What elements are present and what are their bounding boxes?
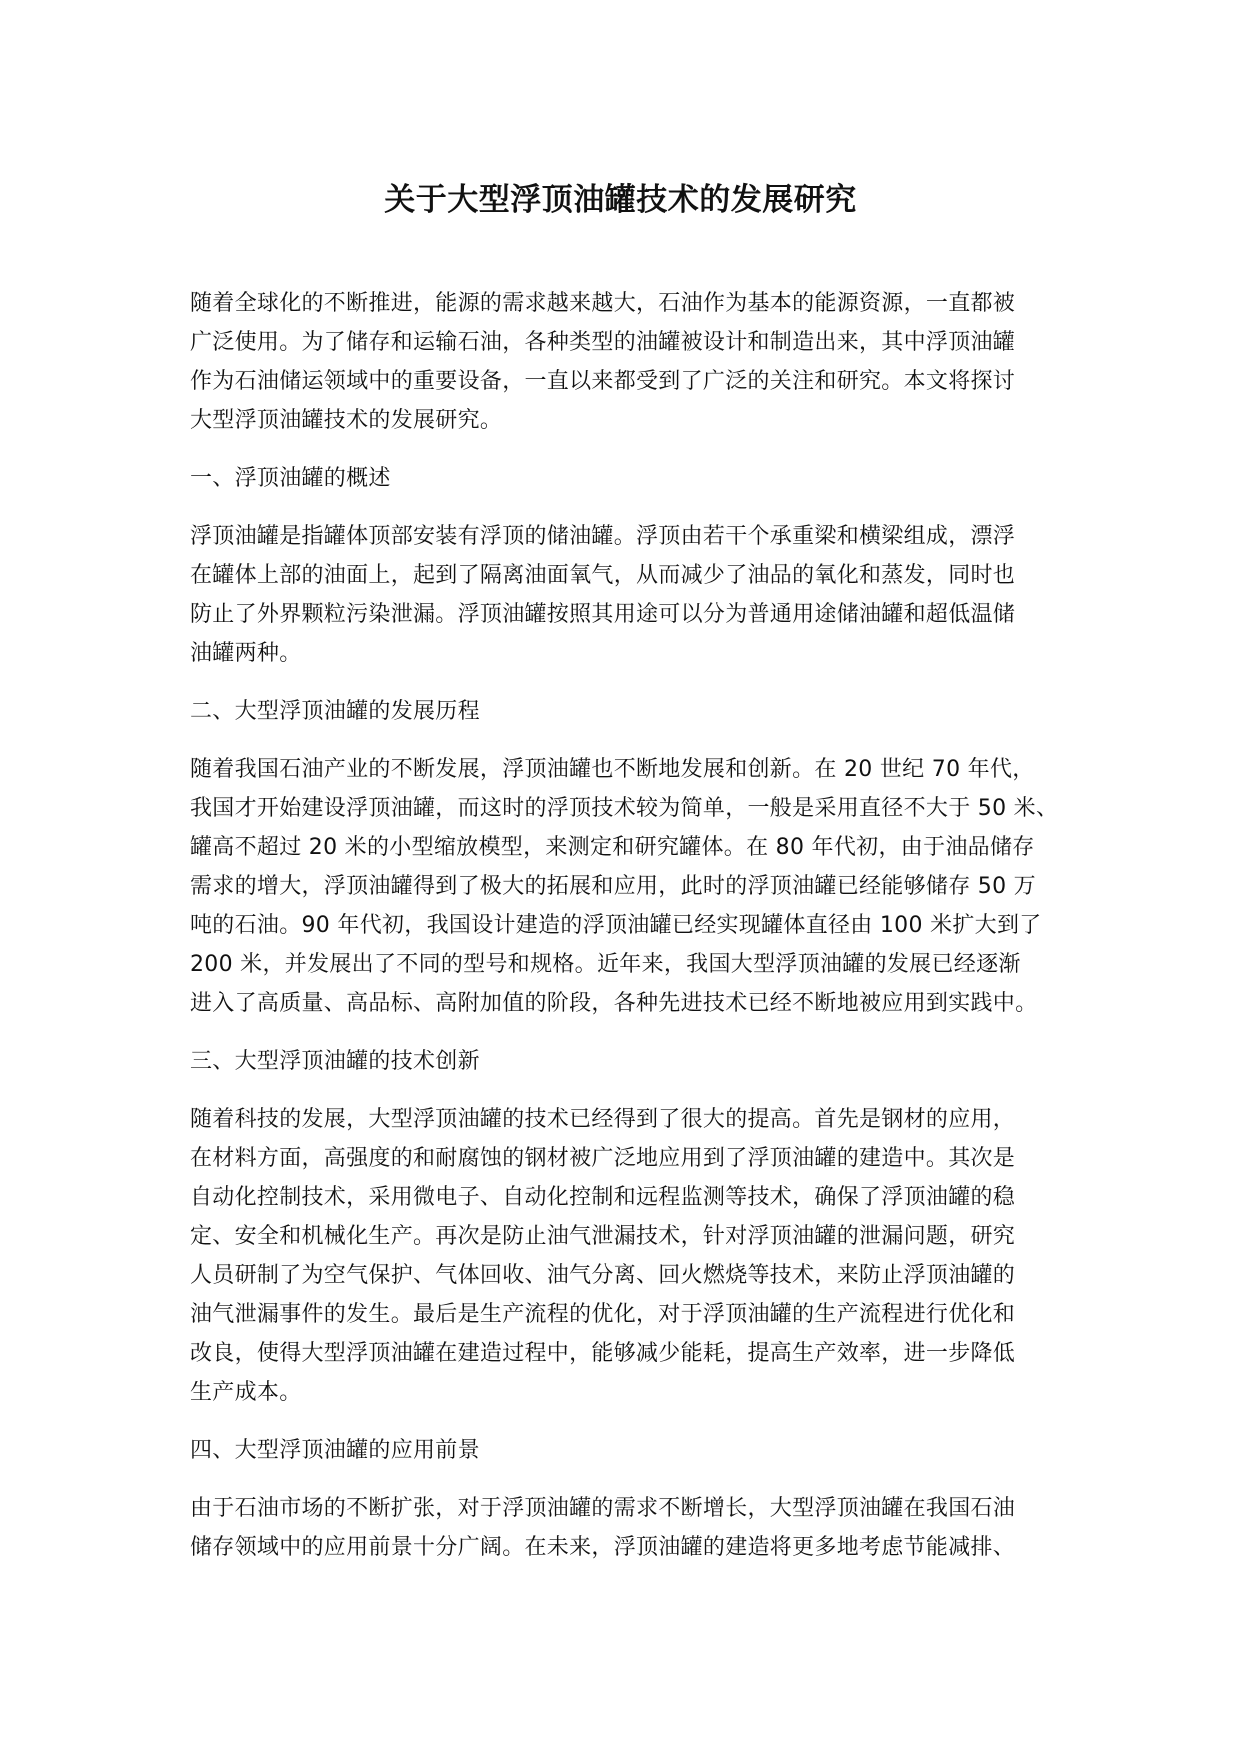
paragraph-line: 定、安全和机械化生产。再次是防止油气泄漏技术，针对浮顶油罐的泄漏问题，研究	[190, 1224, 1016, 1249]
section-paragraph-innovation	[190, 1100, 1070, 1412]
paragraph-line: 改良，使得大型浮顶油罐在建造过程中，能够减少能耗，提高生产效率，进一步降低	[190, 1341, 1016, 1366]
paragraph-line: 在罐体上部的油面上，起到了隔离油面氧气，从而减少了油品的氧化和蒸发，同时也	[190, 563, 1016, 588]
paragraph-line: 我国才开始建设浮顶油罐，而这时的浮顶技术较为简单，一般是采用直径不大于 50 米、	[190, 796, 1059, 821]
paragraph-line: 防止了外界颗粒污染泄漏。浮顶油罐按照其用途可以分为普通用途储油罐和超低温储	[190, 602, 1016, 627]
intro-paragraph	[190, 284, 1070, 440]
section-paragraph-overview	[190, 517, 1070, 673]
paragraph-line: 自动化控制技术，采用微电子、自动化控制和远程监测等技术，确保了浮顶油罐的稳	[190, 1185, 1016, 1210]
paragraph-line: 油气泄漏事件的发生。最后是生产流程的优化，对于浮顶油罐的生产流程进行优化和	[190, 1302, 1016, 1327]
paragraph-line: 吨的石油。90 年代初，我国设计建造的浮顶油罐已经实现罐体直径由 100 米扩大到了	[190, 913, 1042, 938]
paragraph-line: 储存领域中的应用前景十分广阔。在未来，浮顶油罐的建造将更多地考虑节能减排、	[190, 1535, 1016, 1560]
section-heading-overview: 一、浮顶油罐的概述	[190, 466, 391, 491]
paragraph-line: 生产成本。	[190, 1380, 302, 1405]
paragraph-line: 随着科技的发展，大型浮顶油罐的技术已经得到了很大的提高。首先是钢材的应用，	[190, 1107, 1016, 1132]
document-title: 关于大型浮顶油罐技术的发展研究	[384, 182, 857, 218]
paragraph-line: 罐高不超过 20 米的小型缩放模型，来测定和研究罐体。在 80 年代初，由于油品储存	[190, 835, 1035, 860]
paragraph-line: 大型浮顶油罐技术的发展研究。	[190, 408, 503, 433]
paragraph-line: 随着我国石油产业的不断发展，浮顶油罐也不断地发展和创新。在 20 世纪 70 年代，	[190, 757, 1035, 782]
section-heading-prospects: 四、大型浮顶油罐的应用前景	[190, 1438, 480, 1463]
section-paragraph-prospects	[190, 1489, 1070, 1567]
paragraph-line: 油罐两种。	[190, 641, 302, 666]
document-body	[190, 284, 1070, 1586]
paragraph-line: 广泛使用。为了储存和运输石油，各种类型的油罐被设计和制造出来，其中浮顶油罐	[190, 330, 1016, 355]
paragraph-line: 人员研制了为空气保护、气体回收、油气分离、回火燃烧等技术，来防止浮顶油罐的	[190, 1263, 1016, 1288]
paragraph-line: 作为石油储运领域中的重要设备，一直以来都受到了广泛的关注和研究。本文将探讨	[190, 369, 1016, 394]
paragraph-line: 进入了高质量、高品标、高附加值的阶段，各种先进技术已经不断地被应用到实践中。	[190, 991, 1038, 1016]
section-paragraph-history	[190, 750, 1070, 1023]
paragraph-line: 需求的增大，浮顶油罐得到了极大的拓展和应用，此时的浮顶油罐已经能够储存 50 万	[190, 874, 1036, 899]
paragraph-line: 200 米，并发展出了不同的型号和规格。近年来，我国大型浮顶油罐的发展已经逐渐	[190, 952, 1021, 977]
paragraph-line: 由于石油市场的不断扩张，对于浮顶油罐的需求不断增长，大型浮顶油罐在我国石油	[190, 1496, 1016, 1521]
section-heading-innovation: 三、大型浮顶油罐的技术创新	[190, 1049, 480, 1074]
paragraph-line: 浮顶油罐是指罐体顶部安装有浮顶的储油罐。浮顶由若干个承重梁和横梁组成，漂浮	[190, 524, 1016, 549]
paragraph-line: 在材料方面，高强度的和耐腐蚀的钢材被广泛地应用到了浮顶油罐的建造中。其次是	[190, 1146, 1016, 1171]
paragraph-line: 随着全球化的不断推进，能源的需求越来越大，石油作为基本的能源资源，一直都被	[190, 291, 1016, 316]
section-heading-history: 二、大型浮顶油罐的发展历程	[190, 699, 480, 724]
